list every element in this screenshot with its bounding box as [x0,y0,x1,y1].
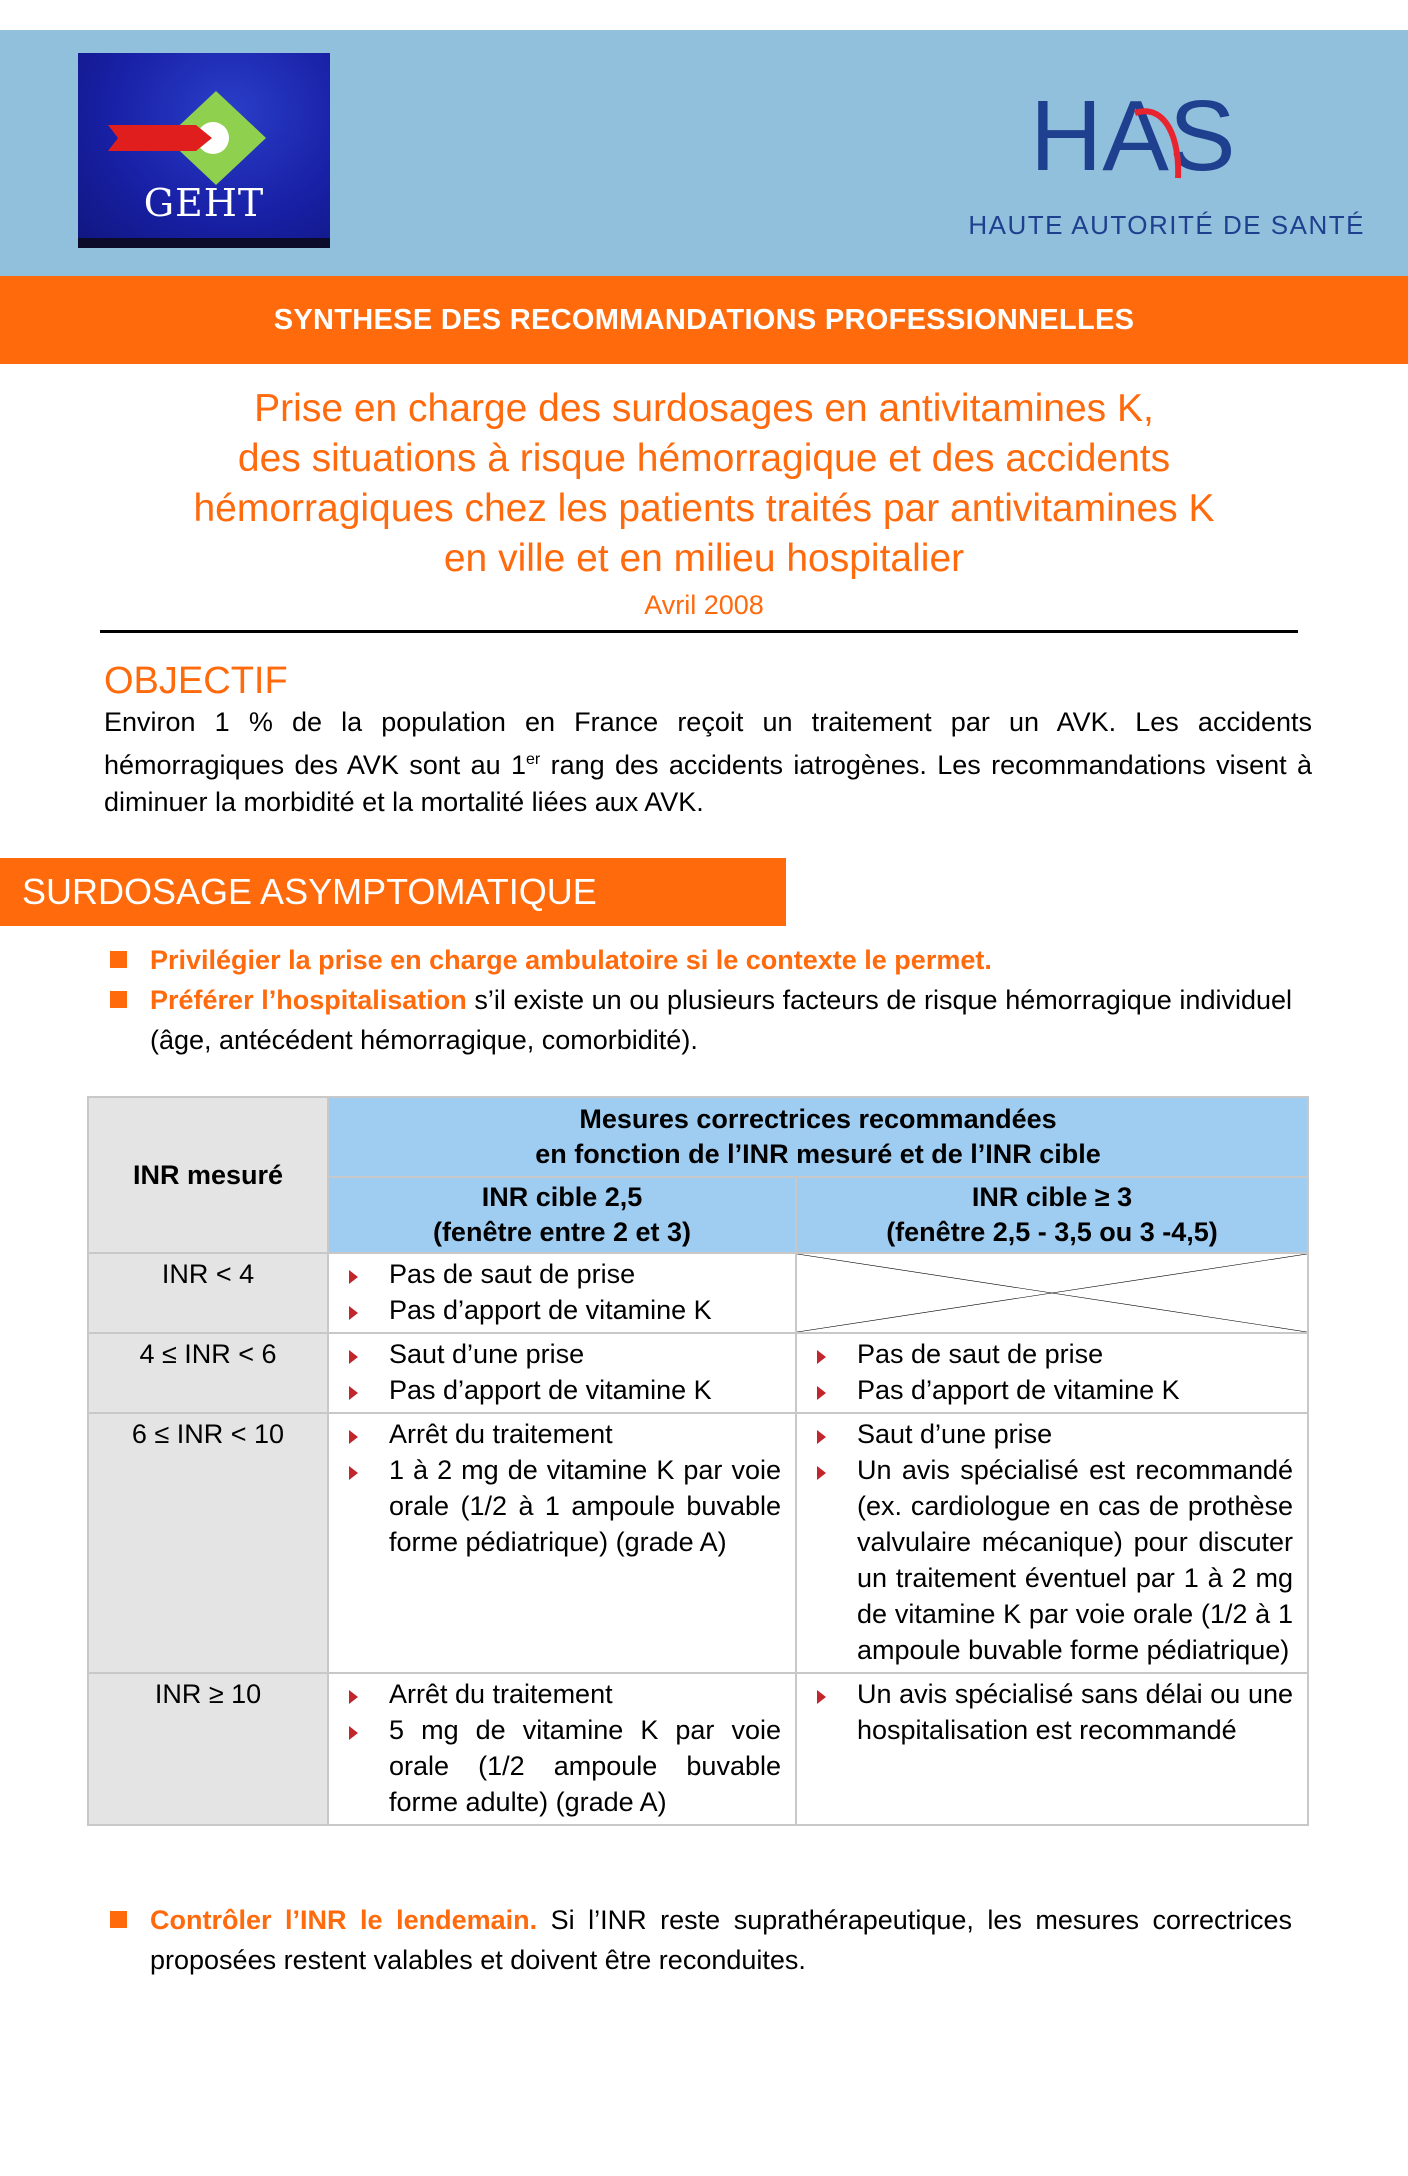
list-item [343,1336,781,1372]
col-header-target-3 [796,1177,1308,1253]
objectif-text-part1: Environ 1 % de la population en France reçoit un traitement par un AVK. Les accidents hémorragiques des AVK sont au 1 [104,707,1312,780]
has-logo [1030,78,1280,198]
table-cell [796,1673,1308,1825]
col-header-target-2-5-line2: (fenêtre entre 2 et 3) [432,1217,692,1247]
col-header-measures-line2: en fonction de l’INR mesuré et de l’INR cible [535,1139,1101,1169]
item-text: Saut d’une prise [389,1339,585,1369]
arrow-bullet-icon [817,1430,826,1444]
publication-date: Avril 2008 [644,590,764,620]
synthesis-band-title: SYNTHESE DES RECOMMANDATIONS PROFESSIONNELLES [273,303,1135,336]
recommendation-list [110,940,1292,1060]
inr-table [87,1096,1309,1826]
row-label: 6 ≤ INR < 10 [88,1413,328,1673]
item-text: Pas d’apport de vitamine K [389,1375,712,1405]
cross-out-icon [797,1254,1307,1332]
list-item [343,1416,781,1452]
item-text: 5 mg de vitamine K par voie orale (1/2 ampoule buvable forme adulte) (grade A) [389,1715,781,1817]
objectif-text-sup: er [526,751,541,768]
table-cell [328,1333,796,1413]
arrow-bullet-icon [349,1430,358,1444]
item-text: Pas d’apport de vitamine K [857,1375,1180,1405]
arrow-bullet-icon [349,1386,358,1400]
arrow-bullet-icon [349,1466,358,1480]
list-item [110,980,1292,1060]
list-item [343,1712,781,1820]
col-header-target-2-5-line1: INR cible 2,5 [481,1182,643,1212]
list-item [811,1336,1293,1372]
table-row [88,1333,1308,1413]
row-label: INR < 4 [88,1253,328,1333]
arrow-bullet-icon [349,1726,358,1740]
bullet-2-bold: Préférer l’hospitalisation [150,985,467,1015]
objectif-text-part2: rang des accidents iatrogènes. Les recommandations visent à diminuer la morbidité et la mortalité liées aux AVK. [104,750,1313,817]
geht-logo-strip [78,238,330,248]
synthesis-band [0,276,1408,364]
item-text: Un avis spécialisé sans délai ou une hospitalisation est recommandé [857,1679,1293,1745]
arrow-bullet-icon [817,1466,826,1480]
list-item [343,1292,781,1328]
arrow-bullet-icon [349,1270,358,1284]
objectif-heading: OBJECTIF [104,660,288,702]
row-label: 4 ≤ INR < 6 [88,1333,328,1413]
footer-recommendation [110,1900,1292,1980]
objectif-text [104,704,1312,821]
table-cell [328,1253,796,1333]
geht-logo-text: GEHT [143,181,265,225]
col-header-inr: INR mesuré [88,1097,328,1253]
item-text: Pas de saut de prise [857,1339,1104,1369]
square-bullet-icon [110,1911,127,1928]
bullet-2-text: s’il existe un ou plusieurs facteurs de risque hémorragique individuel (âge, antécédent hémorragique, comorbidité). [150,985,1293,1055]
item-text: Un avis spécialisé est recommandé (ex. cardiologue en cas de prothèse valvulaire mécanique) pour discuter un traitement éventuel par 1 à 2 mg de vitamine K par voie orale (1/2 à 1 ampoule buvable forme pédiatrique) [857,1455,1293,1665]
title-line-1: Prise en charge des surdosages en antivitamines K, [254,387,1154,430]
arrow-bullet-icon [349,1690,358,1704]
table-row [88,1673,1308,1825]
page-title [60,384,1348,584]
geht-logo [78,53,330,248]
list-item [343,1256,781,1292]
title-line-2: des situations à risque hémorragique et des accidents [237,437,1171,480]
col-header-measures-line1: Mesures correctrices recommandées [579,1104,1057,1134]
section-heading-band [0,858,786,926]
square-bullet-icon [110,951,127,968]
item-text: Arrêt du traitement [389,1679,613,1709]
table-row [88,1253,1308,1333]
list-item [110,1900,1292,1980]
has-logo-icon [1030,78,1280,198]
arrow-bullet-icon [349,1306,358,1320]
list-item [811,1416,1293,1452]
col-header-target-3-line1: INR cible ≥ 3 [971,1182,1133,1212]
section-heading: SURDOSAGE ASYMPTOMATIQUE [22,871,597,912]
item-text: Arrêt du traitement [389,1419,613,1449]
arrow-bullet-icon [817,1386,826,1400]
list-item [343,1452,781,1560]
list-item [343,1676,781,1712]
footer-bold-text: Contrôler l’INR le lendemain. [150,1905,538,1935]
table-cell [796,1333,1308,1413]
arrow-bullet-icon [817,1690,826,1704]
title-line-4: en ville et en milieu hospitalier [443,537,965,580]
has-logo-subtitle: HAUTE AUTORITÉ DE SANTÉ [968,210,1365,240]
not-applicable-cell [796,1253,1308,1333]
list-item [343,1372,781,1408]
table-cell [796,1413,1308,1673]
square-bullet-icon [110,991,127,1008]
table-cell [328,1413,796,1673]
list-item [811,1676,1293,1748]
table-row [88,1413,1308,1673]
list-item [110,940,1292,980]
has-logo-text: HAS [1030,80,1236,192]
list-item [811,1452,1293,1668]
row-label: INR ≥ 10 [88,1673,328,1825]
item-text: Pas de saut de prise [389,1259,636,1289]
col-header-target-2-5 [328,1177,796,1253]
list-item [811,1372,1293,1408]
footer-text: Si l’INR reste suprathérapeutique, les mesures correctrices proposées restent valables et doivent être reconduites. [150,1905,1292,1975]
table-cell [328,1673,796,1825]
title-line-3: hémorragiques chez les patients traités par antivitamines K [193,487,1215,530]
table-header-row [88,1097,1308,1177]
item-text: Saut d’une prise [857,1419,1053,1449]
item-text: 1 à 2 mg de vitamine K par voie orale (1/2 à 1 ampoule buvable forme pédiatrique) (grade A) [389,1455,781,1557]
col-header-measures [328,1097,1308,1177]
bullet-1-text: Privilégier la prise en charge ambulatoire si le contexte le permet. [150,945,992,975]
arrow-bullet-icon [817,1350,826,1364]
col-header-target-3-line2: (fenêtre 2,5 - 3,5 ou 3 -4,5) [886,1217,1218,1247]
title-divider [100,630,1298,633]
item-text: Pas d’apport de vitamine K [389,1295,712,1325]
arrow-bullet-icon [349,1350,358,1364]
